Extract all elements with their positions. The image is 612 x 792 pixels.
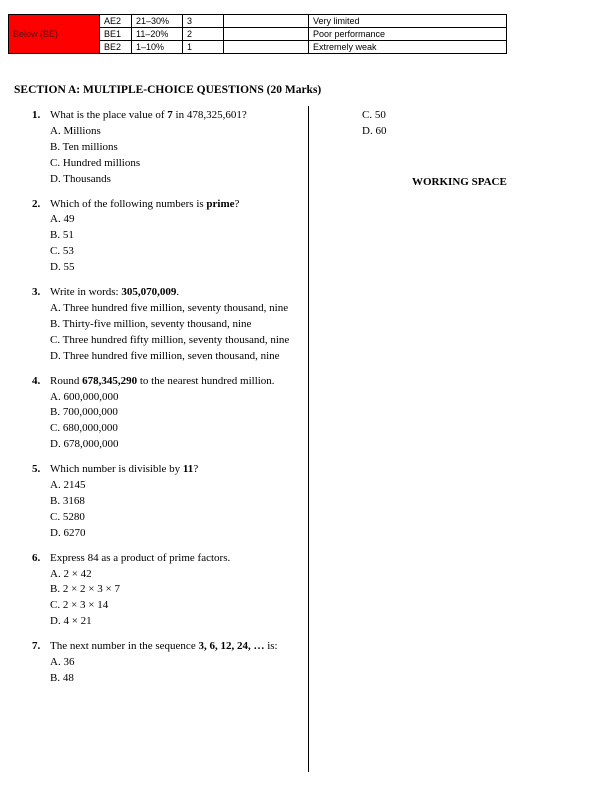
option-d: D. 6270 (50, 526, 86, 539)
option-b: B. Thirty-five million, seventy thousand, nine (50, 317, 252, 330)
grade-remark: Extremely weak (309, 41, 507, 54)
question-4 (30, 374, 292, 454)
option-b: B. Ten millions (50, 140, 118, 153)
working-space-label: WORKING SPACE (412, 176, 507, 188)
question-text: Round 678,345,290 to the nearest hundred million. (50, 374, 275, 387)
option-c: C. Hundred millions (50, 156, 141, 169)
grade-remark: Very limited (309, 15, 507, 28)
grade-code: BE2 (100, 41, 132, 54)
question-5 (30, 462, 292, 542)
grade-points: 3 (183, 15, 224, 28)
question-number: 6. (32, 551, 41, 564)
section-title: SECTION A: MULTIPLE-CHOICE QUESTIONS (20 Marks) (14, 84, 322, 96)
option-c: C. 53 (50, 245, 74, 258)
option-a: A. 49 (50, 213, 75, 226)
grade-remark: Poor performance (309, 28, 507, 41)
option-a: A. 36 (50, 656, 75, 669)
grade-points: 2 (183, 28, 224, 41)
option-a: A. 2145 (50, 479, 86, 492)
option-b: B. 2 × 2 × 3 × 7 (50, 583, 120, 596)
question-text: Express 84 as a product of prime factors. (50, 551, 231, 564)
option-c: C. 50 (362, 109, 386, 121)
grade-range: 1–10% (132, 41, 183, 54)
option-d: D. 678,000,000 (50, 438, 119, 451)
band-label: Below (BE) (9, 15, 100, 54)
grade-range: 11–20% (132, 28, 183, 41)
table-row (9, 15, 507, 28)
option-b: B. 3168 (50, 494, 85, 507)
option-b: B. 700,000,000 (50, 406, 118, 419)
question-number: 7. (32, 640, 41, 653)
grade-blank (224, 28, 309, 41)
question-text: The next number in the sequence 3, 6, 12, 24, … is: (50, 640, 278, 653)
question-2 (30, 197, 292, 277)
question-list (30, 108, 292, 696)
question-number: 2. (32, 197, 41, 210)
option-c: C. 2 × 3 × 14 (50, 599, 109, 612)
question-number: 1. (32, 109, 41, 121)
option-a: A. 2 × 42 (50, 567, 92, 580)
column-divider (308, 106, 309, 772)
question-text: Which number is divisible by 11? (50, 463, 199, 476)
question-1 (30, 108, 292, 188)
option-d: D. 55 (50, 261, 75, 274)
grade-blank (224, 41, 309, 54)
option-b: B. 48 (50, 672, 74, 684)
option-a: A. Millions (50, 124, 101, 137)
option-b: B. 51 (50, 229, 74, 242)
question-6 (30, 551, 292, 631)
question-number: 4. (32, 374, 41, 387)
option-d: D. Thousands (50, 172, 111, 185)
option-d: D. 4 × 21 (50, 615, 92, 628)
grade-blank (224, 15, 309, 28)
grade-points: 1 (183, 41, 224, 54)
question-text: Write in words: 305,070,009. (50, 286, 180, 299)
question-7 (30, 639, 292, 687)
option-c: C. 680,000,000 (50, 422, 118, 435)
grade-code: AE2 (100, 15, 132, 28)
option-a: A. 600,000,000 (50, 390, 119, 403)
grading-table (8, 14, 507, 54)
question-number: 3. (32, 286, 41, 299)
question-text: Which of the following numbers is prime? (50, 197, 240, 210)
option-a: A. Three hundred five million, seventy thousand, nine (50, 301, 289, 314)
question-number: 5. (32, 463, 41, 476)
option-d: D. 60 (362, 124, 387, 137)
grade-code: BE1 (100, 28, 132, 41)
continued-options (362, 108, 386, 140)
question-3 (30, 285, 292, 365)
option-c: C. Three hundred fifty million, seventy thousand, nine (50, 333, 290, 346)
grade-range: 21–30% (132, 15, 183, 28)
question-text: What is the place value of 7 in 478,325,601? (50, 109, 247, 121)
option-c: C. 5280 (50, 510, 85, 523)
option-d: D. Three hundred five million, seven thousand, nine (50, 349, 280, 362)
